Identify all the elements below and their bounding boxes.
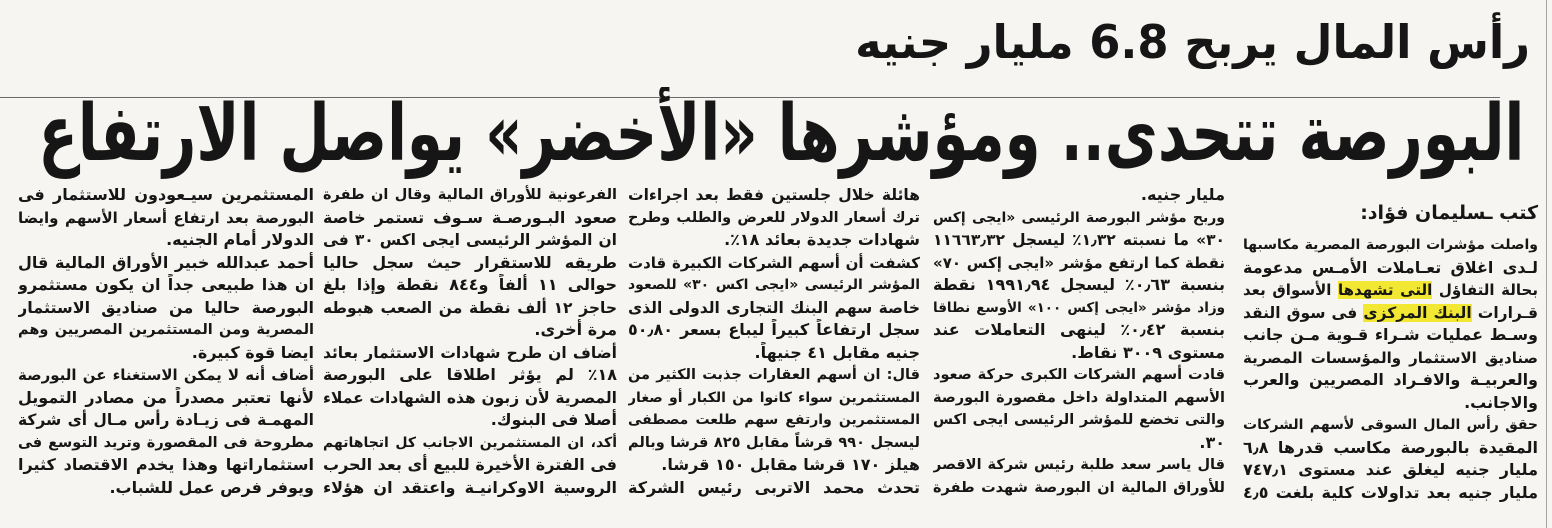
text-line: والتى تخضع للمؤشر الرئيسى ايجى اكس <box>933 412 1225 428</box>
text-line: قال: ان أسهم العقارات جذبت الكثير من <box>628 367 920 383</box>
text-line: لـدى اغلاق تعـاملات الأمـس مدعومة <box>1243 257 1538 277</box>
text-line: قال ياسر سعد طلبة رئيس شركة الاقصر <box>933 457 1225 473</box>
text-line: ٣٠. <box>1199 432 1225 452</box>
text-line: نقطة كما ارتفع مؤشر «ايجى إكس ٧٠» <box>933 253 1225 272</box>
text-line: صعود البـورصـة سـوف تستمر خاصة <box>323 207 617 227</box>
text-line: أكد، ان المستثمرين الاجانب كل اتجاهاتهم <box>323 434 617 451</box>
text-line: جنيه مقابل ٤١ جنيهاً. <box>754 342 920 362</box>
text-line: حقق رأس المال السوقى لأسهم الشركات <box>1243 417 1538 433</box>
text-line: حاجز ١٢ ألف نقطة من الصعب هبوطه <box>323 298 617 317</box>
text-line: البورصة بعد ارتفاع أسعار الأسهم وايضا <box>18 208 314 227</box>
text-line: هائلة خلال جلستين فقط بعد اجراءات <box>628 186 920 204</box>
text-line: وزاد مؤشر «ايجى إكس ١٠٠» الأوسع نطاقا <box>933 299 1225 316</box>
text-line: ويوفر فرص عمل للشباب. <box>109 477 314 497</box>
text-line: أحمد عبدالله خبير الأوراق المالية قال <box>18 252 314 272</box>
text-line: الأسهم المتداولة داخل مقصورة البورصة <box>933 389 1225 406</box>
text-line: سجل ارتفاعاً كبيراً ليباع بسعر ٥٠٫٨٠ <box>628 320 920 339</box>
text-line: المصرية ومن المستثمرين المصريين وهم <box>18 322 314 338</box>
highlighted-text: البنك المركزى <box>1363 303 1472 322</box>
page-border-right <box>1546 0 1547 528</box>
text-line: ايضا قوة كبيرة. <box>191 342 314 362</box>
kicker-headline: رأس المال يربح 6.8 مليار جنيه <box>855 15 1530 69</box>
text-line: أضاف أنه لا يمكن الاستغناء عن البورصة <box>18 366 314 384</box>
text-segment: الأسواق بعد <box>1243 281 1339 299</box>
text-line: مليار جنيه. <box>1140 185 1225 204</box>
text-line: خاصة سهم البنك التجارى الدولى الذى <box>628 298 920 317</box>
text-line: المقيدة بالبورصة مكاسب قدرها ٦٫٨ <box>1243 437 1538 457</box>
text-line: المصرية لأن زبون هذه الشهادات عملاء <box>323 388 617 407</box>
article-column-4 <box>323 184 617 499</box>
text-line: بنسبة ٠٫٤٢٪ لينهى التعاملات عند <box>933 320 1225 339</box>
text-line: قادت أسهم الشركات الكبرى حركة صعود <box>933 367 1225 383</box>
text-line: المستثمرين سواء كانوا من الكبار أو صغار <box>628 389 920 406</box>
text-line: أضاف ان طرح شهادات الاستثمار بعائد <box>323 343 617 362</box>
text-line: مليار جنيه بعد تداولات كلية بلغت ٤٫٥ <box>1243 482 1538 502</box>
text-line: أصلا فى البنوك. <box>490 410 617 429</box>
text-line: هيلز ١٧٠ قرشا مقابل ١٥٠ قرشا. <box>661 455 920 474</box>
text-line: مرة أخرى. <box>534 320 617 339</box>
byline: كتب ـسليمان فؤاد: <box>1360 202 1538 224</box>
text-line: كشفت أن أسهم الشركات الكبيرة قادت <box>628 253 920 272</box>
text-line: واصلت مؤشرات البورصة المصرية مكاسبها <box>1243 237 1538 253</box>
text-line: مليار جنيه ليغلق عند مستوى ٧٤٧٫١ <box>1243 460 1538 479</box>
text-line: ان المؤشر الرئيسى ايجى اكس ٣٠ فى <box>323 231 617 249</box>
text-line: ترك أسعار الدولار للعرض والطلب وطرح <box>628 209 920 226</box>
text-line <box>1243 279 1538 302</box>
main-headline: البورصة تتحدى.. ومؤشرها «الأخضر» يواصل الارتفاع <box>38 89 1524 179</box>
text-line: بنسبة ٠٫٦٣٪ ليسجل ١٩٩١٫٩٤ نقطة <box>933 275 1225 294</box>
text-line: المستثمرين وارتفع سهم طلعت مصطفى <box>628 412 920 428</box>
article-column-5 <box>18 184 314 499</box>
text-segment: فى سوق النقد <box>1243 303 1364 322</box>
text-line <box>1243 302 1538 325</box>
text-line: المهمـة فى زيـادة رأس مـال أى شركة <box>18 411 314 429</box>
text-line: مستوى ٣٠٠٩ نقاط. <box>1071 342 1225 362</box>
text-segment: قـرارات <box>1471 303 1538 322</box>
text-line: استثماراتها وهذا يخدم الاقتصاد كثيرا <box>18 455 314 474</box>
text-line: تحدث محمد الاتربى رئيس الشركة <box>628 477 920 497</box>
text-line: البورصة حاليا من صناديق الاستثمار <box>18 297 314 317</box>
text-line: مطروحة فى المقصورة وتريد التوسع فى <box>18 434 314 451</box>
text-line: المؤشر الرئيسى «ايجى اكس ٣٠» للصعود <box>628 277 920 293</box>
text-line: الروسية الاوكرانيـة واعتقد ان هؤلاء <box>323 477 617 497</box>
text-line: فى الفترة الأخيرة للبيع أى بعد الحرب <box>323 455 617 474</box>
text-line: ١٨٪ لم يؤثر اطلاقا على البورصة <box>323 365 617 384</box>
article-column-1 <box>1243 198 1538 504</box>
text-line: لأنها تعتبر مصدراً من مصادر التمويل <box>18 387 314 407</box>
text-line: صناديق الاستثمار والمؤسسات المصرية <box>1243 348 1538 367</box>
text-line: وربح مؤشر البورصة الرئيسى «ايجى إكس <box>933 209 1225 226</box>
text-line: والعربيـة والافـراد المصريين والعرب <box>1243 370 1538 389</box>
text-line: ليسجل ٩٩٠ قرشاً مقابل ٨٢٥ قرشا وبالم <box>628 434 920 451</box>
text-line: الفرعونية للأوراق المالية وقال ان طفرة <box>323 187 617 203</box>
text-line: للأوراق المالية ان البورصة شهدت طفرة <box>933 479 1225 496</box>
text-line: والاجانب. <box>1464 392 1538 412</box>
text-line: الدولار أمام الجنيه. <box>166 230 314 249</box>
text-line: وسـط عمليات شـراء قـوية مـن جانب <box>1243 325 1538 344</box>
article-column-2 <box>933 184 1225 499</box>
text-segment: بحالة التفاؤل <box>1432 281 1538 299</box>
text-line: طريقه للاستقرار حيث سجل حاليا <box>323 252 617 272</box>
text-line: ان هذا طبيعى جداً ان يكون مستثمرو <box>18 275 314 294</box>
text-line: ٣٠» ما نسبته ١٫٣٢٪ ليسجل ١١٦٦٣٫٣٢ <box>933 231 1225 249</box>
text-line: حوالى ١١ ألفاً و٨٤٤ نقطة وإذا بلغ <box>323 275 617 294</box>
highlighted-text: التى تشهدها <box>1338 281 1433 299</box>
text-line: المستثمرين سيـعودون للاستثمار فى <box>18 185 314 204</box>
article-column-3 <box>628 184 920 499</box>
text-line: شهادات جديدة بعائد ١٨٪. <box>724 230 920 249</box>
